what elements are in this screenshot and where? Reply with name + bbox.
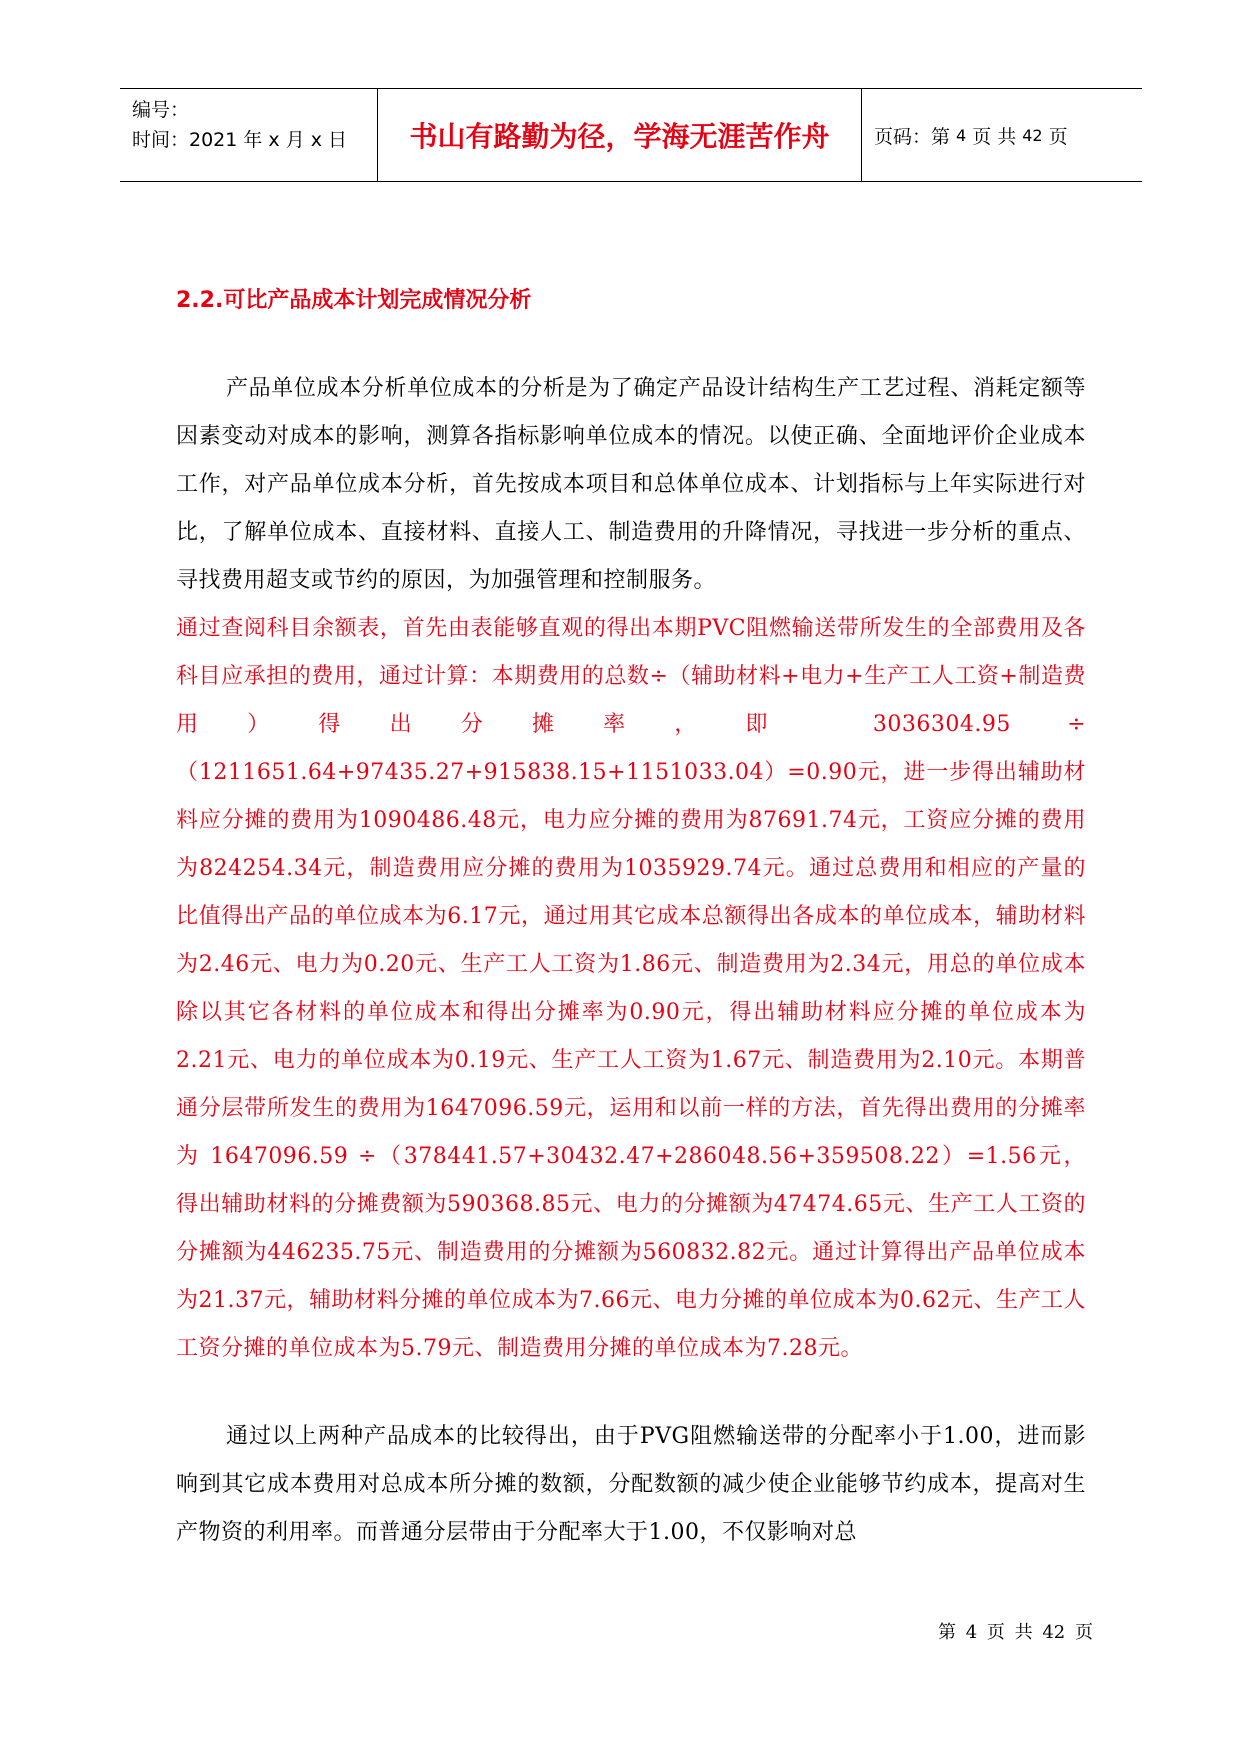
header-motto: 书山有路勤为径，学海无涯苦作舟 (378, 89, 862, 181)
paragraph-calculation: 通过查阅科目余额表，首先由表能够直观的得出本期PVC阻燃输送带所发生的全部费用及各科目应承担的费用，通过计算：本期费用的总数÷（辅助材料+电力+生产工人工资+制造费用）得出分摊率，即 3036304.95 ÷（1211651.64+97435.27+915838.15+1151033.04）=0.90元，进一步得出辅助材料应分摊的费用为1090486.48元，电力应分摊的费用为87691.74元，工资应分摊的费用为824254.34元，制造费用应分摊的费用为1035929.74元。通过总费用和相应的产量的比值得出产品的单位成本为6.17元，通过用其它成本总额得出各成本的单位成本，辅助材料为2.46元、电力为0.20元、生产工人工资为1.86元、制造费用为2.34元，用总的单位成本除以其它各材料的单位成本和得出分摊率为0.90元，得出辅助材料应分摊的单位成本为2.21元、电力的单位成本为0.19元、生产工人工资为1.67元、制造费用为2.10元。本期普通分层带所发生的费用为1647096.59元，运用和以前一样的方法，首先得出费用的分摊率为 1647096.59 ÷（378441.57+30432.47+286048.56+359508.22）=1.56元，得出辅助材料的分摊费额为590368.85元、电力的分摊额为47474.65元、生产工人工资的分摊额为446235.75元、制造费用的分摊额为560832.82元。通过计算得出产品单位成本为21.37元，辅助材料分摊的单位成本为7.66元、电力分摊的单位成本为0.62元、生产工人工资分摊的单位成本为5.79元、制造费用分摊的单位成本为7.28元。 (176, 616, 1086, 1361)
number-label: 编号： (132, 99, 190, 121)
page-total: 42 (1022, 125, 1043, 145)
section-title: 2.2.可比产品成本计划完成情况分析 (176, 288, 532, 313)
page-mid: 页 共 (972, 125, 1017, 148)
page-suffix: 页 (1048, 125, 1068, 148)
page-header (120, 88, 1142, 182)
header-info (120, 89, 378, 181)
paragraph-comparison: 通过以上两种产品成本的比较得出，由于PVG阻燃输送带的分配率小于1.00，进而影响到其它成本费用对总成本所分摊的数额，分配数额的减少使企业能够节约成本，提高对生产物资的利用率。而普通分层带由于分配率大于1.00，不仅影响对总 (176, 1424, 1086, 1545)
page-footer: 第 4 页 共 42 页 (938, 1622, 1093, 1643)
time-label: 时间：2021 年 x 月 x 日 (132, 129, 348, 151)
page-prefix: 页码：第 (874, 125, 951, 148)
page-number: 4 (956, 125, 967, 145)
header-page-info (862, 89, 1142, 181)
paragraph-intro: 产品单位成本分析单位成本的分析是为了确定产品设计结构生产工艺过程、消耗定额等因素变动对成本的影响，测算各指标影响单位成本的情况。以使正确、全面地评价企业成本工作，对产品单位成本分析，首先按成本项目和总体单位成本、计划指标与上年实际进行对比，了解单位成本、直接材料、直接人工、制造费用的升降情况，寻找进一步分析的重点、寻找费用超支或节约的原因，为加强管理和控制服务。 (176, 376, 1086, 593)
